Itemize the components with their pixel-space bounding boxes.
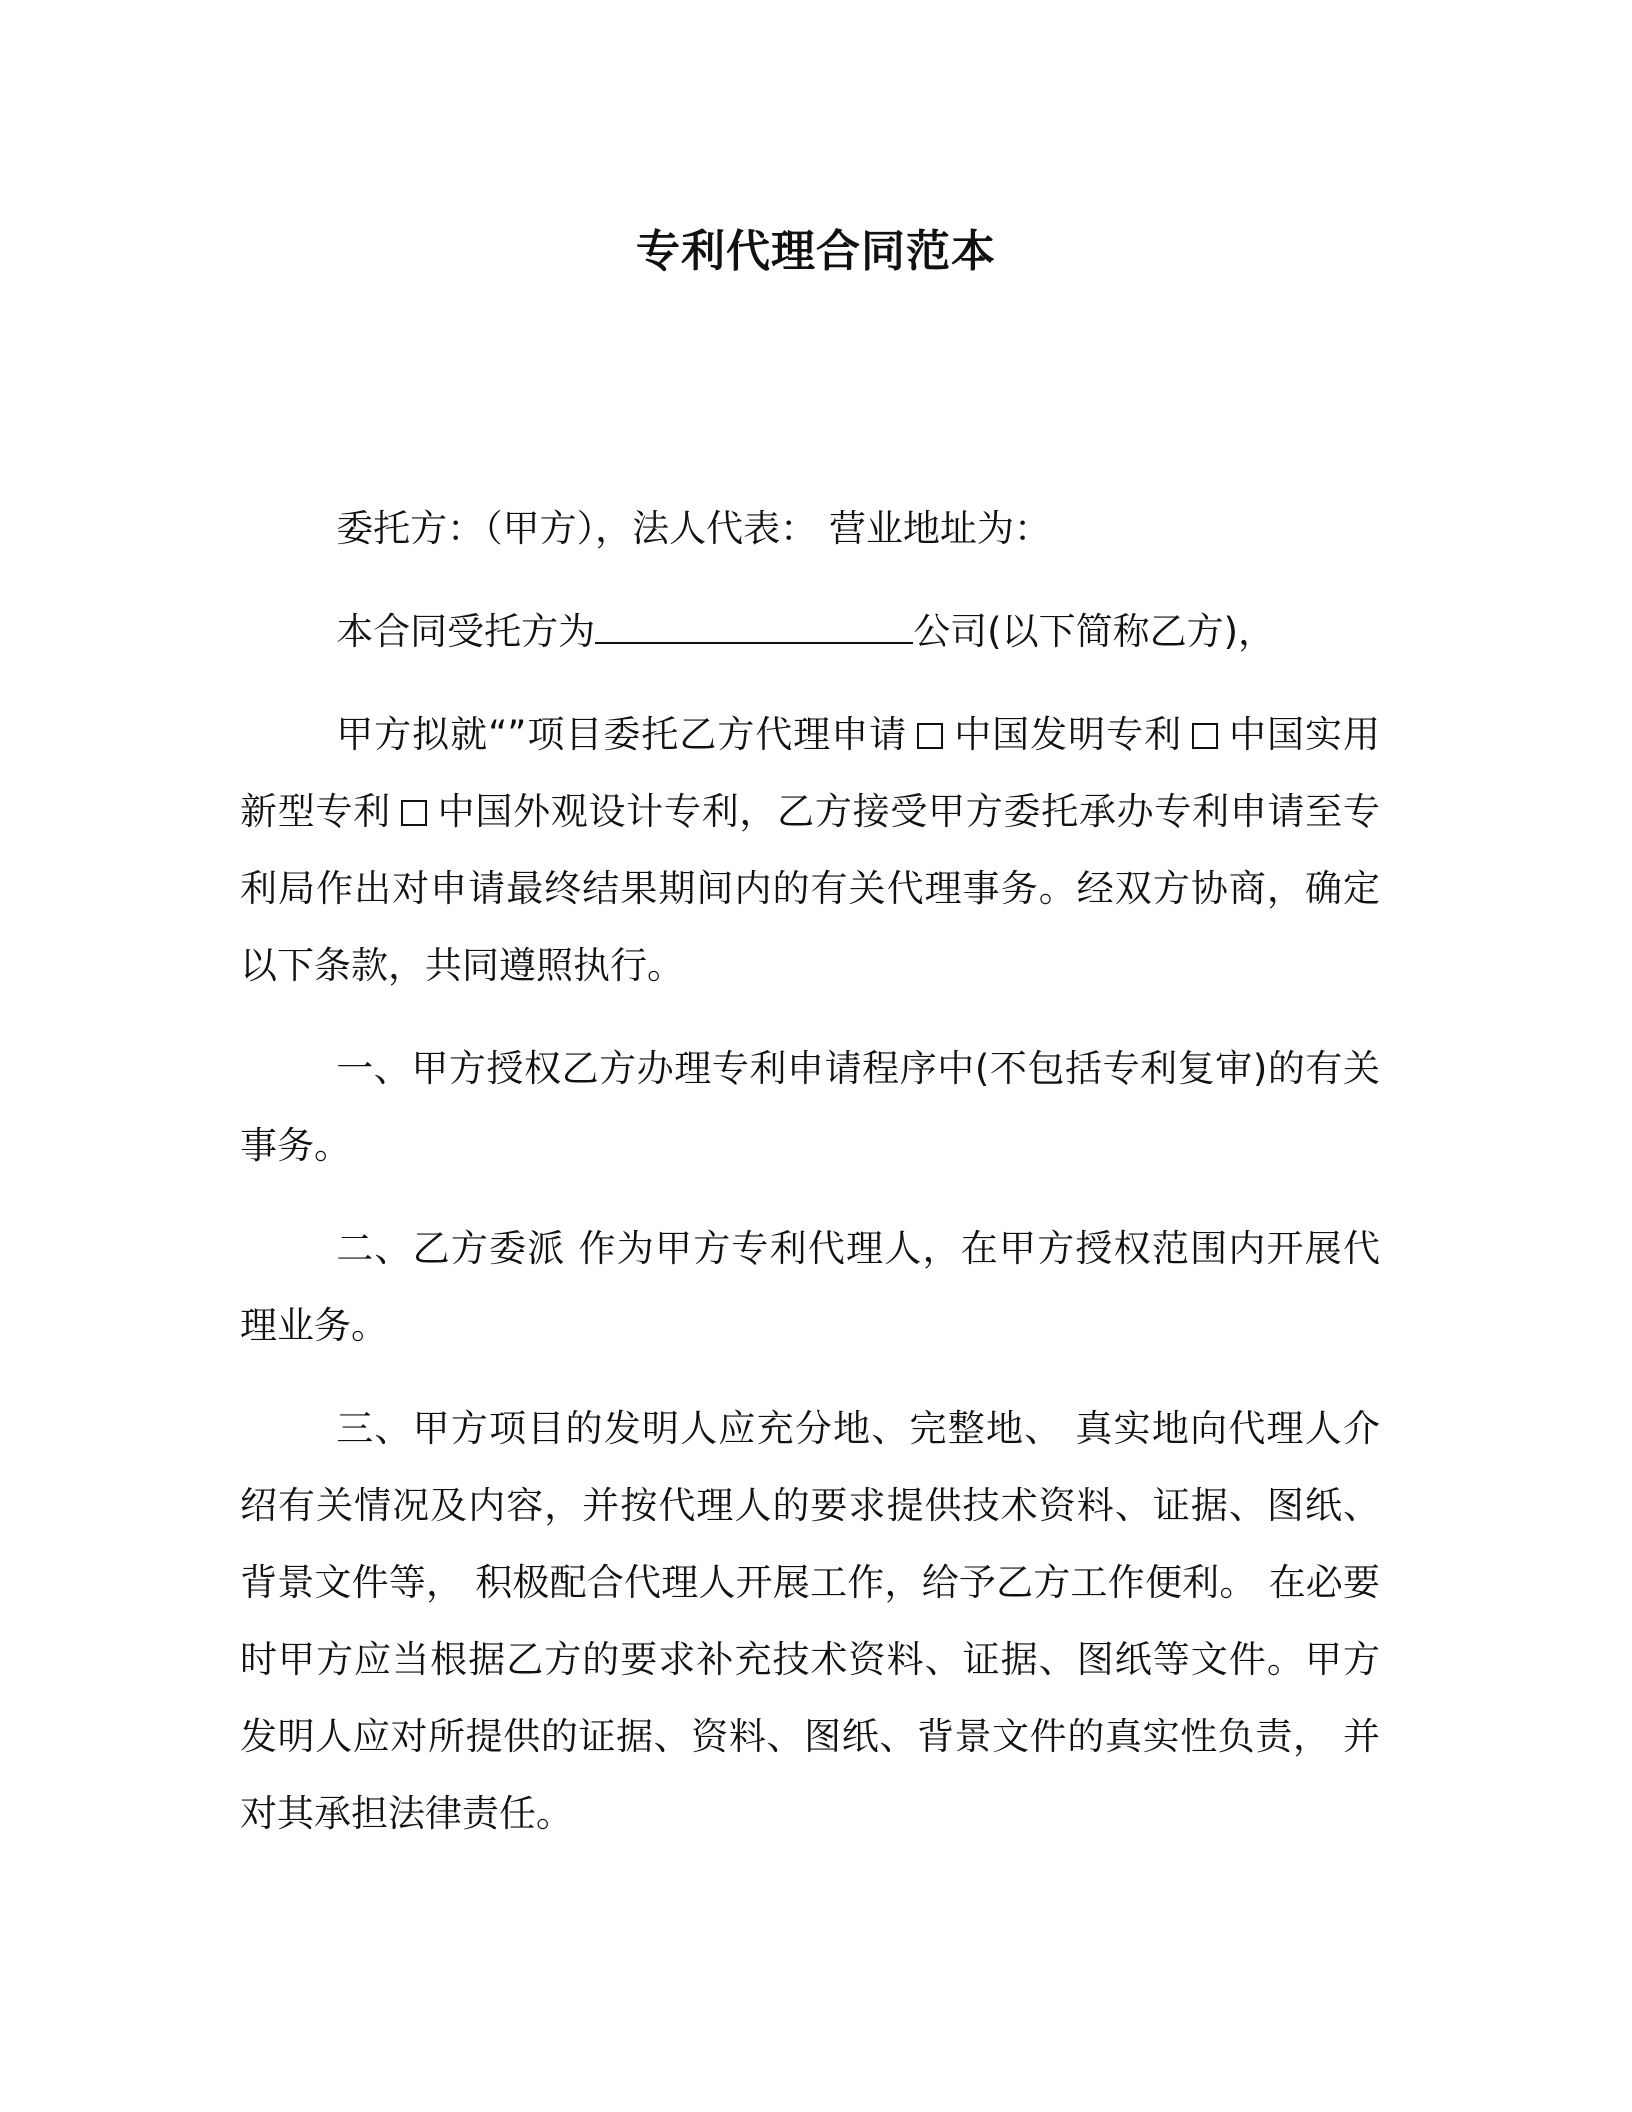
option-invention-label: 中国发明专利 [953,713,1183,756]
document-body [240,490,1380,1878]
clause-1: 一、甲方授权乙方办理专利申请程序中(不包括专利复审)的有关事务。 [240,1047,1380,1167]
preamble-text: 甲方拟就“”项目委托乙方代理申请 [336,713,908,756]
option-design-label: 中国外观设计专利，乙方接受甲方委托承办专利申请至专利局作出对申请最终结果期间内的有关代理事务。经双方协商，确定以下条款，共同遵照执行。 [240,790,1381,987]
checkbox-utility-model-patent[interactable] [1192,723,1218,749]
preamble-paragraph [240,696,1380,1004]
document-title: 专利代理合同范本 [636,226,996,277]
clause-2: 二、乙方委派 作为甲方专利代理人，在甲方授权范围内开展代理业务。 [240,1227,1380,1347]
agent-line [240,593,1380,670]
checkbox-invention-patent[interactable] [917,723,943,749]
checkbox-design-patent[interactable] [401,800,427,826]
option-utility-label: 中国实用新型专利 [240,713,1380,833]
client-line: 委托方：（甲方），法人代表： 营业地址为： [336,507,1051,550]
blank-company-name [595,612,913,644]
agent-line-prefix: 本合同受托方为 [336,610,596,653]
clause-3: 三、甲方项目的发明人应充分地、完整地、 真实地向代理人介绍有关情况及内容，并按代理人的要求提供技术资料、证据、图纸、背景文件等， 积极配合代理人开展工作，给予乙方工作便利。 在必要时甲方应当根据乙方的要求补充技术资料、证据、图纸等文件。甲方发明人应对所提供的证据、资料、图纸、背景文件的真实性负责， 并对其承担法律责任。 [240,1407,1380,1835]
agent-line-suffix: 公司(以下简称乙方)， [913,610,1276,653]
